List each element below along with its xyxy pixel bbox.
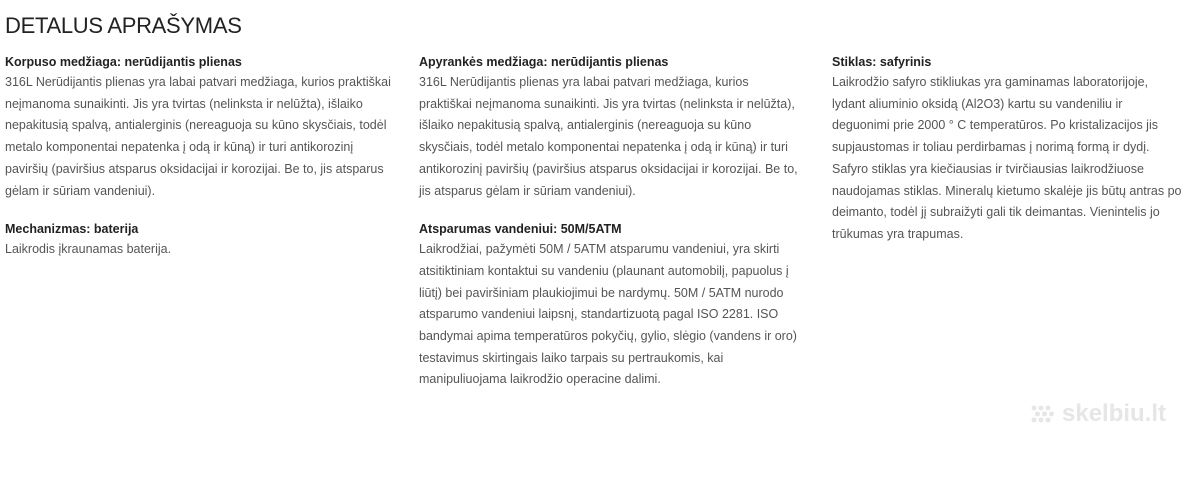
section-heading: Atsparumas vandeniui: 50M/5ATM bbox=[419, 222, 622, 237]
section-body: 316L Nerūdijantis plienas yra labai patvari medžiaga, kurios praktiškai neįmanoma sunaikinti. Jis yra tvirtas (nelinksta ir nelūžta), išlaiko nepakitusią spalvą, antialerginis (nereaguoja su kūno skysčiais, todėl metalo komponentai nepatenka į odą ir kūną) ir turi antikorozinį paviršių (paviršius atsparus oksidacijai ir korozijai. Be to, jis atsparus gėlam ir sūriam vandeniui). bbox=[5, 75, 391, 198]
section-heading: Apyrankės medžiaga: nerūdijantis plienas bbox=[419, 55, 669, 69]
section-case-material bbox=[5, 55, 395, 202]
watermark bbox=[1030, 400, 1166, 428]
section-water-resistance bbox=[419, 222, 799, 391]
section-heading: Stiklas: safyrinis bbox=[832, 55, 932, 69]
section-mechanism bbox=[5, 222, 395, 261]
column-3 bbox=[832, 55, 1182, 266]
section-body: Laikrodžiai, pažymėti 50M / 5ATM atsparumu vandeniui, yra skirti atsitiktiniam kontaktui su vandeniu (plaunant automobilį, papuolus į liūtį) bei paviršiniam plaukiojimui be nardymų. 50M / 5ATM nurodo atsparumo vandeniui laipsnį, standartizuotą pagal ISO 2281. ISO bandymai apima temperatūros pokyčių, gylio, slėgio (vandens ir oro) testavimus skirtingais laiko tarpais su pertraukomis, kai manipuliuojama laikrodžio operacine dalimi. bbox=[419, 242, 797, 387]
section-heading: Korpuso medžiaga: nerūdijantis plienas bbox=[5, 55, 242, 69]
column-2 bbox=[419, 55, 799, 411]
dots-logo-icon bbox=[1030, 403, 1056, 425]
column-1 bbox=[5, 55, 395, 281]
section-glass bbox=[832, 55, 1182, 246]
section-bracelet-material bbox=[419, 55, 799, 202]
section-body: Laikrodis įkraunamas baterija. bbox=[5, 242, 172, 257]
section-heading: Mechanizmas: baterija bbox=[5, 222, 139, 237]
section-body: 316L Nerūdijantis plienas yra labai patvari medžiaga, kurios praktiškai neįmanoma sunaikinti. Jis yra tvirtas (nelinksta ir nelūžta), išlaiko nepakitusią spalvą, antialerginis (nereaguoja su kūno skysčiais, todėl metalo komponentai nepatenka į odą ir kūną) ir turi antikorozinį paviršių (paviršius atsparus oksidacijai ir korozijai. Be to, jis atsparus gėlam ir sūriam vandeniui). bbox=[419, 75, 798, 198]
page-title: DETALUS APRAŠYMAS bbox=[5, 13, 242, 38]
section-body: Laikrodžio safyro stikliukas yra gaminamas laboratorijoje, lydant aliuminio oksidą (Al2O3) kartu su vandeniliu ir deguonimi prie 2000 ° C temperatūros. Po kristalizacijos jis supjaustomas ir toliau perdirbamas į norimą formą ir dydį. Safyro stiklas yra kiečiausias ir tvirčiausias laikrodžiuose naudojamas stiklas. Mineralų kietumo skalėje jis būtų antras po deimanto, todėl jį subraižyti gali tik deimantas. Vienintelis jo trūkumas yra trapumas. bbox=[832, 75, 1182, 241]
watermark-text: skelbiu.lt bbox=[1062, 400, 1167, 427]
